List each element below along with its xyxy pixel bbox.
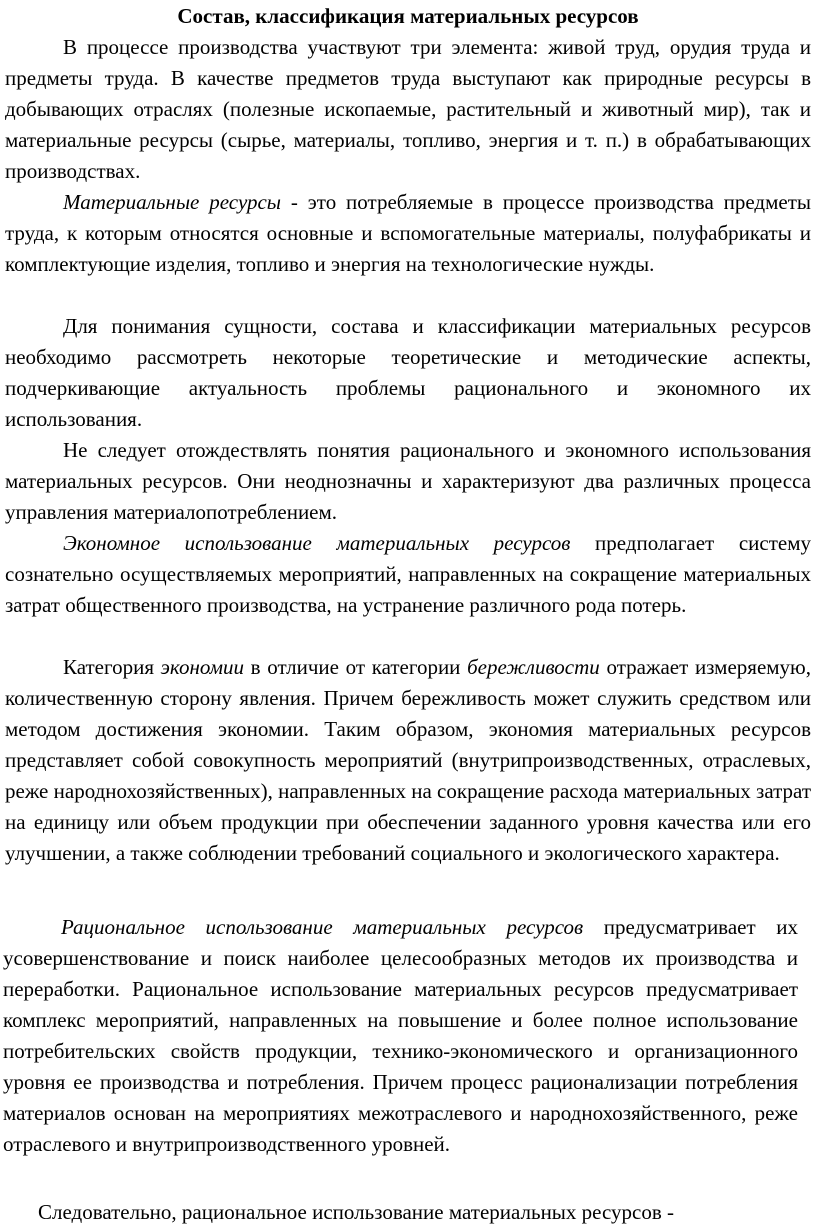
- term-economical-use: Экономное использование материальных ресурсов: [63, 531, 571, 555]
- paragraph-text: предполагает систему сознательно осуществляемых мероприятий, направленных на сокращение материальных затрат общественного производства, на устранение различного рода потерь.: [5, 531, 812, 617]
- paragraph-text: Не следует отождествлять понятия рационального и экономного использования материальных ресурсов. Они неоднозначны и характеризуют два различных процесса управления материалопотреблением.: [5, 438, 811, 524]
- document-title: Состав, классификация материальных ресурсов: [177, 4, 639, 28]
- paragraph-text: Для понимания сущности, состава и классификации материальных ресурсов необходимо рассмотреть некоторые теоретические и методические аспекты, подчеркивающие актуальность проблемы рационального и экономного их использования.: [5, 314, 811, 431]
- closing-line: Следовательно, рациональное использование материальных ресурсов -: [38, 1200, 675, 1224]
- paragraph-text: В процессе производства участвуют три элемента: живой труд, орудия труда и предметы труда. В качестве предметов труда выступают как природные ресурсы в добывающих отраслях (полезные ископаемые, растительный и животный мир), так и материальные ресурсы (сырье, материалы, топливо, энергия и т. п.) в обрабатывающих производствах.: [5, 35, 811, 183]
- paragraph-economical-use: [5, 528, 811, 621]
- paragraph-economy-category: [5, 652, 811, 869]
- paragraph-production-elements: [5, 32, 811, 187]
- paragraph-text: предусматривает их усовершенствование и поиск наиболее целесообразных методов их производства и переработки. Рациональное использование материальных ресурсов предусматривает комплекс мероприятий, направленных на повышение и более полное использование потребительских свойств продукции, технико-экономического и организационного уровня ее производства и потребления. Причем процесс рационализации потребления материалов основан на мероприятиях межотраслевого и народнохозяйственного, реже отраслевого и внутрипроизводственного уровней.: [3, 915, 799, 1156]
- paragraph-not-identify-concepts: [5, 435, 811, 528]
- paragraph-text: Категория: [63, 655, 161, 679]
- term-material-resources: Материальные ресурсы: [63, 190, 282, 214]
- paragraph-text: в отличие от категории: [243, 655, 468, 679]
- paragraph-text: отражает измеряемую, количественную сторону явления. Причем бережливость может служить средством или методом достижения экономии. Таким образом, экономия материальных ресурсов представляет собой совокупность мероприятий (внутрипроизводственных, отраслевых, реже народнохозяйственных), направленных на сокращение расхода материальных затрат на единицу или объем продукции при обеспечении заданного уровня качества или его улучшении, а также соблюдении требований социального и экологического характера.: [5, 655, 811, 865]
- paragraph-rational-use: [3, 912, 798, 1160]
- paragraph-text: - это потребляемые в процессе производства предметы труда, к которым относятся основные и вспомогательные материалы, полуфабрикаты и комплектующие изделия, топливо и энергия на технологические нужды.: [5, 190, 811, 276]
- paragraph-understanding-essence: [5, 311, 811, 435]
- paragraph-material-resources-definition: [5, 187, 811, 280]
- term-economy: экономии: [160, 655, 244, 679]
- term-thrift: бережливости: [467, 655, 600, 679]
- term-rational-use: Рациональное использование материальных ресурсов: [61, 915, 584, 939]
